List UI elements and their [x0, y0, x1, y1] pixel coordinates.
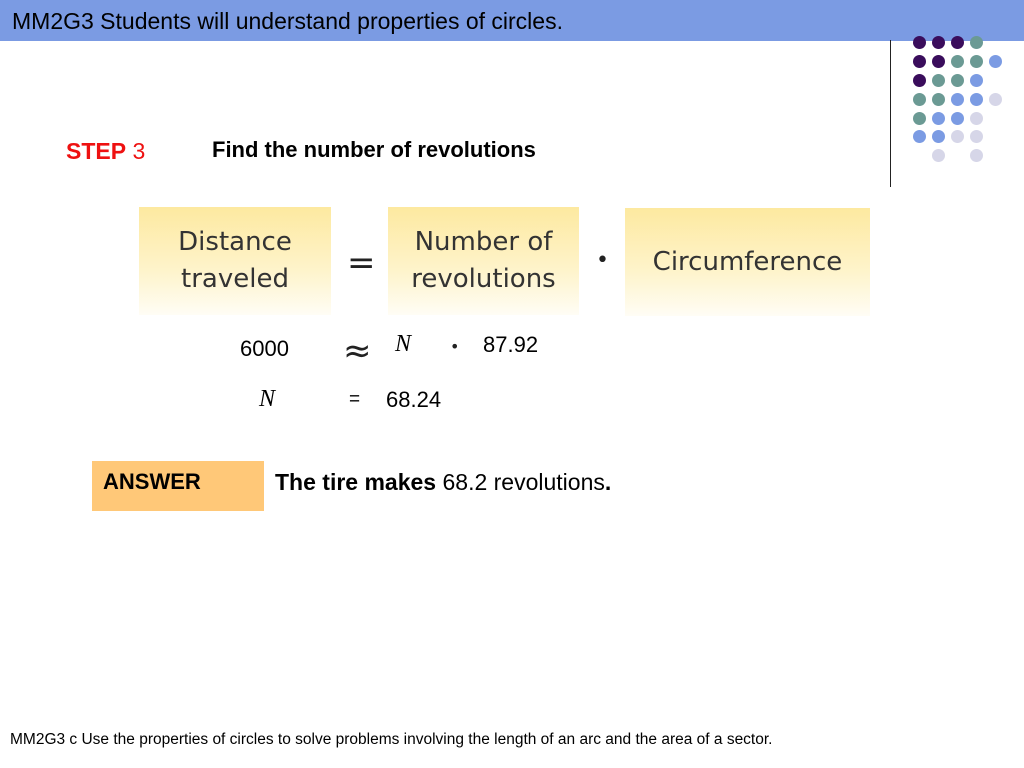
answer-text-end: . — [604, 469, 612, 495]
number-of-revolutions-box: Number of revolutions — [388, 207, 579, 315]
answer-text-bold: The tire makes — [275, 469, 437, 495]
decorative-dot — [913, 112, 926, 125]
decorative-dot — [932, 36, 945, 49]
distance-value: 6000 — [240, 336, 289, 361]
step-label: STEP — [66, 138, 127, 164]
result-value: 68.24 — [386, 387, 442, 412]
decorative-dot — [951, 36, 964, 49]
decorative-dot — [970, 55, 983, 68]
decorative-dot — [913, 93, 926, 106]
decorative-dot — [989, 93, 1002, 106]
circumference-box: Circumference — [625, 208, 870, 316]
decorative-dot — [913, 36, 926, 49]
decorative-dot — [932, 55, 945, 68]
decorative-dot — [932, 149, 945, 162]
decorative-dot — [970, 112, 983, 125]
multiply-dot-2: • — [450, 337, 460, 356]
variable-n-2: N — [259, 386, 276, 412]
answer-text — [275, 469, 611, 496]
decorative-divider — [890, 40, 891, 187]
circumference-value: 87.92 — [483, 332, 539, 357]
decorative-dot — [989, 55, 1002, 68]
answer-box — [92, 461, 264, 511]
answer-text-value: 68.2 revolutions — [436, 469, 605, 495]
decorative-dot — [970, 149, 983, 162]
approx-sign: ≈ — [343, 331, 372, 371]
decorative-dot — [913, 130, 926, 143]
variable-n: N — [395, 331, 412, 357]
step-heading — [66, 138, 145, 165]
decorative-dot — [951, 74, 964, 87]
step-description: Find the number of revolutions — [212, 137, 536, 162]
decorative-dot — [932, 74, 945, 87]
step-number: 3 — [132, 138, 146, 164]
equals-sign-2: = — [349, 389, 361, 410]
decorative-dot — [970, 74, 983, 87]
decorative-dot — [951, 130, 964, 143]
decorative-dot — [970, 36, 983, 49]
decorative-dot — [913, 74, 926, 87]
decorative-dot — [970, 130, 983, 143]
decorative-dot — [913, 55, 926, 68]
footer-standard: MM2G3 c Use the properties of circles to solve problems involving the length of an arc and the area of a sector. — [10, 731, 773, 748]
decorative-dot — [951, 112, 964, 125]
slide-title: MM2G3 Students will understand properties of circles. — [12, 8, 563, 34]
multiply-dot: • — [596, 248, 609, 273]
decorative-dot — [951, 55, 964, 68]
answer-label: ANSWER — [103, 469, 201, 494]
decorative-dot — [932, 112, 945, 125]
decorative-dot — [932, 130, 945, 143]
header-bar — [0, 0, 1024, 41]
equals-sign: = — [347, 243, 376, 283]
distance-traveled-box: Distance traveled — [139, 207, 331, 315]
decorative-dot — [932, 93, 945, 106]
decorative-dot — [970, 93, 983, 106]
decorative-dot — [951, 93, 964, 106]
